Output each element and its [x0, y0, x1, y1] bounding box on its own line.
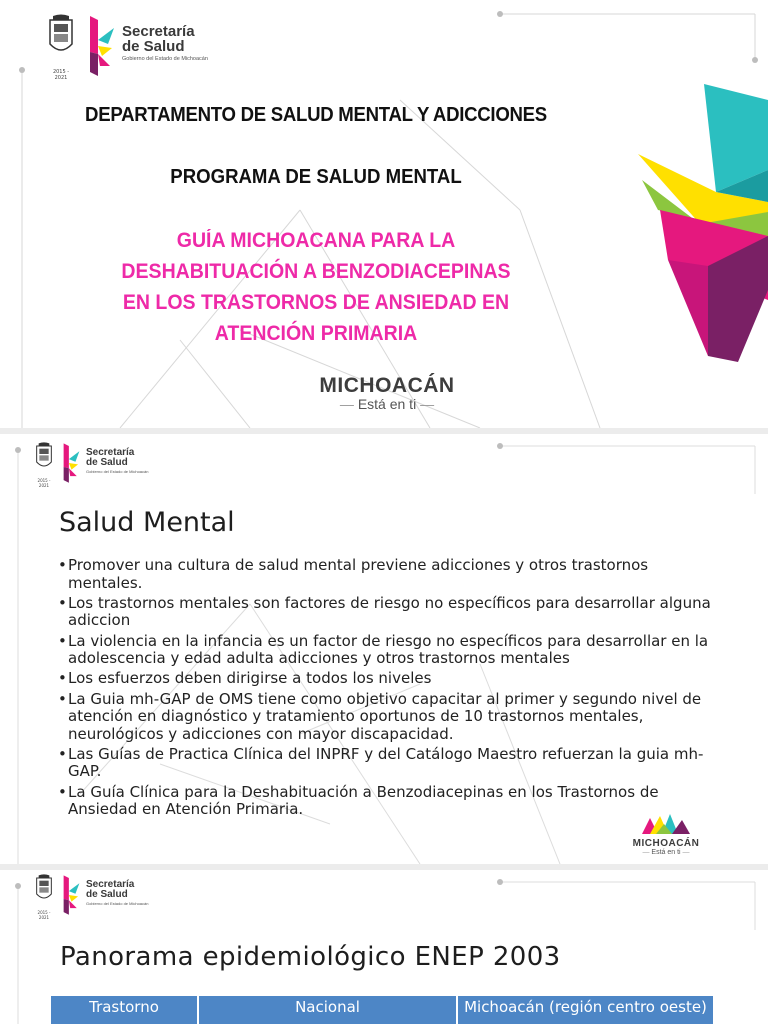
list-item: • La Guia mh-GAP de OMS tiene como objetivo capacitar al primer y segundo nivel de atención en diagnóstico y tratamiento oportunos de 10 trastornos mentales, neurológicos y adicciones con mayor discapacidad. [58, 691, 718, 744]
list-item: • Los trastornos mentales son factores de riesgo no específicos para desarrollar alguna adiccion [58, 595, 718, 630]
guide-title-line: GUÍA MICHOACANA PARA LA [176, 229, 456, 252]
gobierno-subtitle: Gobierno del Estado de Michoacán [86, 901, 149, 906]
table-header-cell: Nacional [198, 996, 457, 1024]
k-brand-mark-icon [62, 874, 81, 916]
secretaria-salud-logo [34, 442, 149, 488]
secretaria-line2: de Salud [86, 457, 128, 468]
list-item: • La Guía Clínica para la Deshabituación a Benzodiacepinas en los Trastornos de Ansiedad en Atención Primaria. [58, 784, 718, 819]
guide-title-line: EN LOS TRASTORNOS DE ANSIEDAD EN [122, 291, 510, 314]
state-crest-icon [46, 14, 76, 81]
michoacan-star-icon [636, 812, 696, 836]
bullet-list [58, 557, 718, 822]
list-item: • Los esfuerzos deben dirigirse a todos los niveles [58, 670, 718, 688]
list-item: • Promover una cultura de salud mental previene adicciones y otros trastornos mentales. [58, 557, 718, 592]
michoacan-tagline: — Está en ti — [642, 849, 690, 856]
state-crest-icon [34, 874, 54, 920]
crest-years: 2015 - 2021 [37, 478, 51, 488]
state-crest-icon [34, 442, 54, 488]
michoacan-logo [312, 374, 462, 412]
gobierno-subtitle: Gobierno del Estado de Michoacán [122, 56, 208, 62]
secretaria-line2: de Salud [122, 38, 185, 55]
secretaria-salud-logo [34, 874, 149, 920]
guide-title [22, 225, 610, 349]
guide-title-line: ATENCIÓN PRIMARIA [214, 322, 418, 345]
secretaria-line1: Secretaría [122, 23, 195, 40]
star-burst-graphic [608, 60, 768, 370]
slide-title [0, 0, 768, 428]
table-header-cell: Michoacán (región centro oeste) [457, 996, 713, 1024]
crest-years: 2015 - 2021 [37, 910, 51, 920]
k-brand-mark-icon [88, 14, 116, 78]
michoacan-tagline-text: Está en ti [651, 849, 681, 856]
michoacan-tagline-text: Está en ti [357, 396, 417, 412]
list-item: • Las Guías de Practica Clínica del INPRF y del Catálogo Maestro refuerzan la guia mh-GAP. [58, 746, 718, 781]
slide-salud-mental [0, 434, 768, 864]
table-header-row [51, 996, 713, 1024]
michoacan-logo [626, 812, 706, 856]
michoacan-tagline: — Está en ti — [339, 396, 435, 412]
slide-heading: Salud Mental [59, 507, 235, 538]
epidemiology-table [51, 996, 713, 1024]
crest-years: 2015 - 2021 [52, 69, 70, 81]
secretaria-line1: Secretaría [86, 879, 135, 890]
gobierno-subtitle: Gobierno del Estado de Michoacán [86, 469, 149, 474]
michoacan-wordmark: MICHOACÁN [632, 838, 700, 849]
department-heading: DEPARTAMENTO DE SALUD MENTAL Y ADICCIONES [85, 104, 547, 126]
slide-panorama [0, 870, 768, 1024]
michoacan-wordmark: MICHOACÁN [319, 374, 455, 397]
slide-heading: Panorama epidemiológico ENEP 2003 [60, 942, 561, 972]
program-heading: PROGRAMA DE SALUD MENTAL [170, 166, 462, 188]
secretaria-salud-logo [46, 14, 208, 81]
guide-title-line: DESHABITUACIÓN A BENZODIACEPINAS [121, 260, 511, 283]
list-item: • La violencia en la infancia es un factor de riesgo no específicos para desarrollar en la adolescencia y edad adulta adicciones y otros trastornos mentales [58, 633, 718, 668]
k-brand-mark-icon [62, 442, 81, 484]
secretaria-line1: Secretaría [86, 447, 135, 458]
table-header-cell: Trastorno [51, 996, 198, 1024]
secretaria-line2: de Salud [86, 889, 128, 900]
